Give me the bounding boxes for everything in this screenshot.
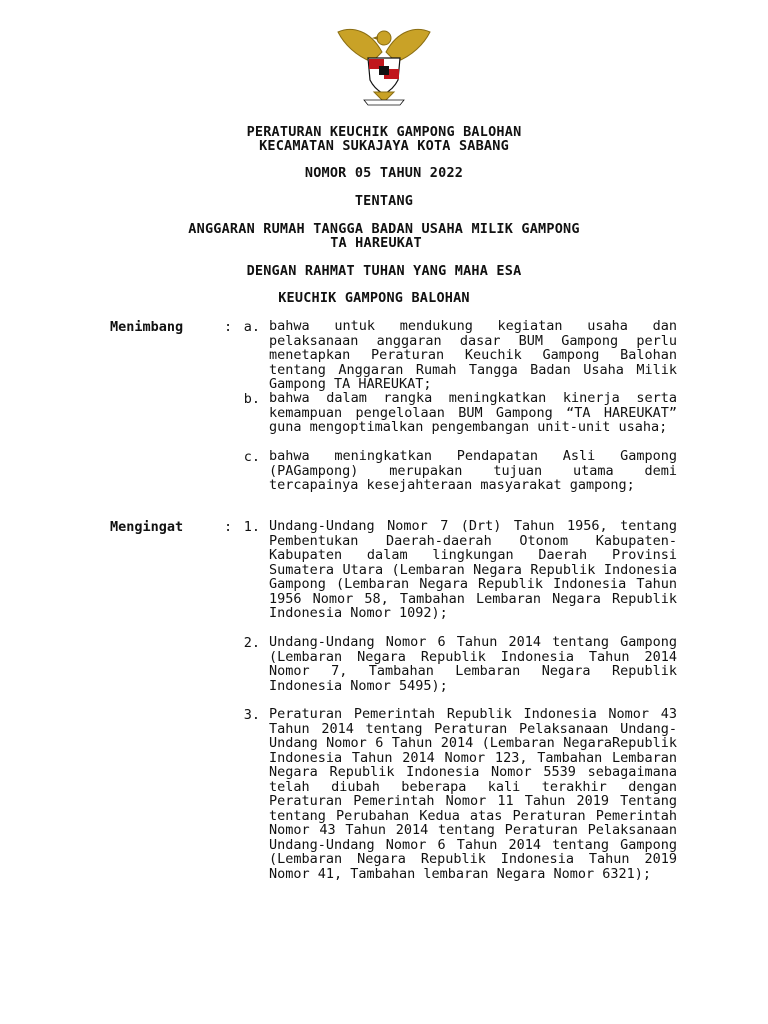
mengingat-item-2-marker: 2. <box>243 635 260 651</box>
menimbang-item-c-text: bahwa meningkatkan Pendapatan Asli Gampong (PAGampong) merupakan tujuan utama demi tercapainya kesejahteraan masyarakat gampong; <box>269 448 677 493</box>
mengingat-label: Mengingat <box>110 519 184 535</box>
subject-line-1: ANGGARAN RUMAH TANGGA BADAN USAHA MILIK GAMPONG <box>188 221 580 237</box>
title-line-1: PERATURAN KEUCHIK GAMPONG BALOHAN <box>246 124 522 140</box>
regulation-number: NOMOR 05 TAHUN 2022 <box>304 165 464 181</box>
title-line-2: KECAMATAN SUKAJAYA KOTA SABANG <box>259 138 509 154</box>
mengingat-item-3-marker: 3. <box>243 707 260 723</box>
menimbang-item-b-text: bahwa dalam rangka meningkatkan kinerja serta kemampuan pengelolaan BUM Gampong “TA HAREUKAT” guna mengoptimalkan pengembangan unit-unit usaha; <box>269 390 677 435</box>
authority-line: KEUCHIK GAMPONG BALOHAN <box>278 290 470 306</box>
mengingat-item-2-text: Undang-Undang Nomor 6 Tahun 2014 tentang Gampong (Lembaran Negara Republik Indonesia Tahun 2014 Nomor 7, Tambahan Lembaran Negara Republik Indonesia Nomor 5495); <box>269 634 677 694</box>
menimbang-label: Menimbang <box>110 319 184 335</box>
mengingat-item-3-text: Peraturan Pemerintah Republik Indonesia Nomor 43 Tahun 2014 tentang Peraturan Pelaksanaan Undang-Undang Nomor 6 Tahun 2014 (Lembaran NegaraRepublik Indonesia Tahun 2014 Nomor 123, Tambahan Lembaran Negara Republik Indonesia Nomor 5539 sebagaimana telah diubah beberapa kali terakhir dengan Peraturan Pemerintah Nomor 11 Tahun 2019 Tentang tentang Perubahan Kedua atas Peraturan Pemerintah Nomor 43 Tahun 2014 tentang Peraturan Pelaksanaan Undang-Undang Nomor 6 Tahun 2014 tentang Gampong (Lembaran Negara Republik Indonesia Tahun 2019 Nomor 41, Tambahan lembaran Negara Nomor 6321); <box>269 706 677 882</box>
menimbang-item-b-marker: b. <box>243 391 260 407</box>
menimbang-item-c-marker: c. <box>243 449 260 465</box>
menimbang-item-a-marker: a. <box>243 319 260 335</box>
menimbang-colon: : <box>224 319 233 335</box>
about-heading: TENTANG <box>354 193 414 209</box>
menimbang-item-a-text: bahwa untuk mendukung kegiatan usaha dan pelaksanaan anggaran dasar BUM Gampong perlu menetapkan Peraturan Keuchik Gampong Balohan tentang Anggaran Rumah Tangga Badan Usaha Milik Gampong TA HAREUKAT; <box>269 318 677 392</box>
mengingat-colon: : <box>224 519 233 535</box>
blessing-line: DENGAN RAHMAT TUHAN YANG MAHA ESA <box>246 263 522 279</box>
garuda-emblem-icon <box>334 22 434 106</box>
subject-line-2: TA HAREUKAT <box>330 235 422 251</box>
mengingat-item-1-marker: 1. <box>243 519 260 535</box>
mengingat-item-1-text: Undang-Undang Nomor 7 (Drt) Tahun 1956, tentang Pembentukan Daerah-daerah Otonom Kabupaten-Kabupaten dalam lingkungan Daerah Provinsi Sumatera Utara (Lembaran Negara Republik Indonesia Gampong (Lembaran Negara Republik Indonesia Tahun 1956 Nomor 58, Tambahan Lembaran Negara Republik Indonesia Nomor 1092); <box>269 518 677 621</box>
